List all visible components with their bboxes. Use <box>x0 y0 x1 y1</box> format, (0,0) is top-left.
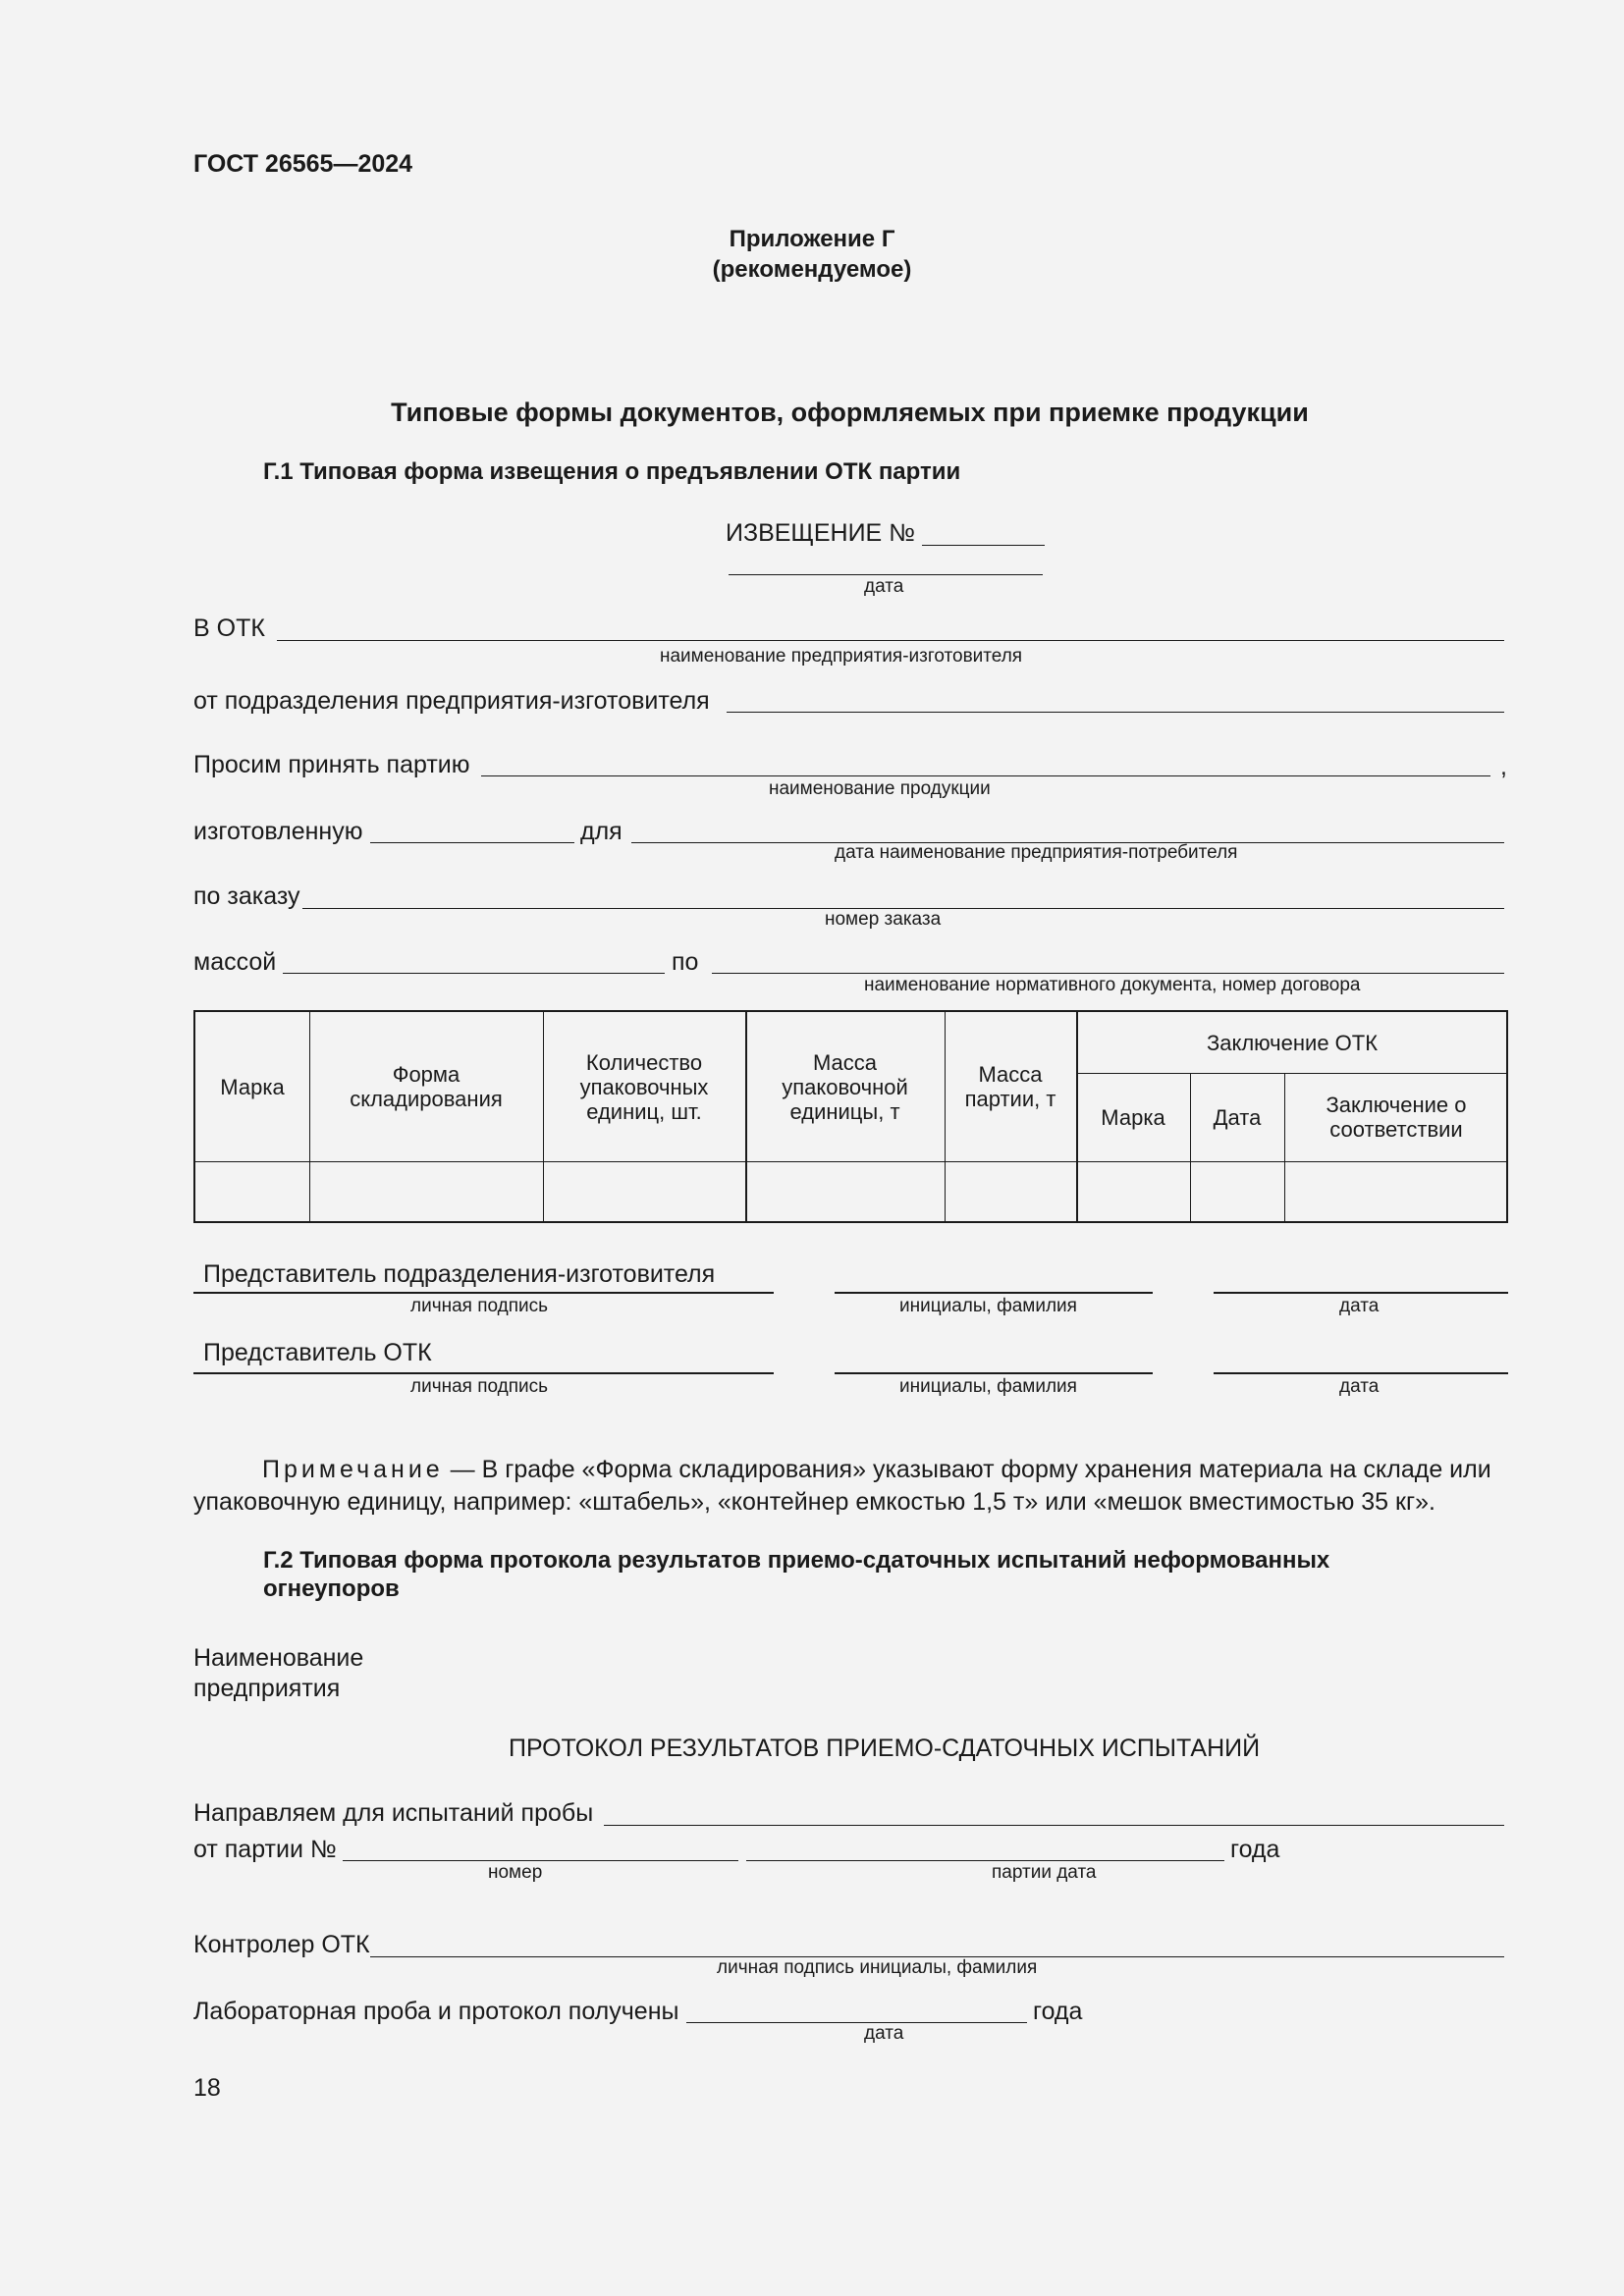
acceptance-table <box>193 1010 1508 1223</box>
col-header-unit-mass: Масса упаковочной единицы, т <box>782 1049 908 1124</box>
made-date-field[interactable] <box>370 842 574 843</box>
product-name-field[interactable] <box>481 775 1490 776</box>
from-division-label: от подразделения предприятия-изготовителя <box>193 687 710 715</box>
col-header-otk-mark: Марка <box>1101 1104 1165 1130</box>
table-cell[interactable] <box>1076 1161 1190 1222</box>
request-comma: , <box>1500 753 1507 780</box>
appendix-subtitle: (рекомендуемое) <box>712 256 912 283</box>
note-text-continued: упаковочную единицу, например: «штабель», «контейнер емкостью 1,5 т» или «мешок вместимостью 35 кг». <box>193 1488 1435 1516</box>
batch-number-caption: номер <box>488 1862 543 1883</box>
col-header-batch-mass: Масса партии, т <box>964 1062 1056 1111</box>
appendix-title: Приложение Г <box>729 226 895 252</box>
made-label: изготовленную <box>193 818 363 845</box>
to-otk-label: В ОТК <box>193 614 265 642</box>
page-number: 18 <box>193 2074 221 2102</box>
table-cell[interactable] <box>1284 1161 1508 1222</box>
signature-caption: личная подпись <box>410 1296 549 1316</box>
by-label: по <box>672 948 699 976</box>
signature-role: Представитель ОТК <box>203 1339 432 1366</box>
col-header-otk-conclusion: Заключение о соответствии <box>1326 1093 1467 1142</box>
mass-field[interactable] <box>283 973 665 974</box>
form2-heading: Г.2 Типовая форма протокола результатов приемо-сдаточных испытаний неформованных <box>263 1547 1330 1574</box>
col-header-otk-date: Дата <box>1213 1104 1262 1130</box>
form1-heading: Г.1 Типовая форма извещения о предъявлении ОТК партии <box>263 458 961 485</box>
order-label: по заказу <box>193 882 300 910</box>
signature-caption: личная подпись <box>410 1376 549 1397</box>
received-date-field[interactable] <box>686 2022 1027 2023</box>
received-year-label: года <box>1033 1998 1083 2025</box>
note-label: Примечание <box>262 1456 444 1483</box>
name-caption: инициалы, фамилия <box>899 1376 1077 1397</box>
product-name-caption: наименование продукции <box>769 778 991 799</box>
batch-label: от партии № <box>193 1836 337 1863</box>
send-sample-field[interactable] <box>604 1825 1504 1826</box>
notice-date-caption: дата <box>864 576 904 597</box>
date-caption: дата <box>1339 1376 1380 1397</box>
signature-role: Представитель подразделения-изготовителя <box>203 1260 716 1288</box>
notice-number-field[interactable] <box>922 545 1045 546</box>
send-sample-label: Направляем для испытаний пробы <box>193 1799 594 1827</box>
batch-number-field[interactable] <box>343 1860 738 1861</box>
notice-date-field[interactable] <box>729 574 1043 575</box>
org-name-label: Наименование <box>193 1644 364 1672</box>
year-label: года <box>1230 1836 1280 1863</box>
normative-doc-field[interactable] <box>712 973 1504 974</box>
col-header-mark: Марка <box>220 1074 285 1099</box>
date-field[interactable] <box>1214 1372 1508 1374</box>
org-name-label-continued: предприятия <box>193 1675 341 1702</box>
date-field[interactable] <box>1214 1292 1508 1294</box>
request-label: Просим принять партию <box>193 751 470 778</box>
section-title: Типовые формы документов, оформляемых при приемке продукции <box>391 398 1309 427</box>
batch-date-field[interactable] <box>746 1860 1224 1861</box>
protocol-title: ПРОТОКОЛ РЕЗУЛЬТАТОВ ПРИЕМО-СДАТОЧНЫХ ИСПЫТАНИЙ <box>509 1735 1261 1762</box>
col-header-otk: Заключение ОТК <box>1206 1030 1379 1055</box>
to-otk-field[interactable] <box>277 640 1504 641</box>
order-caption: номер заказа <box>825 909 942 930</box>
note-text: — В графе «Форма складирования» указывают форму хранения материала на складе или <box>443 1456 1491 1483</box>
table-cell[interactable] <box>945 1161 1076 1222</box>
mass-caption: наименование нормативного документа, номер договора <box>864 975 1361 995</box>
controller-caption: личная подпись инициалы, фамилия <box>717 1957 1038 1978</box>
name-caption: инициалы, фамилия <box>899 1296 1077 1316</box>
table-cell[interactable] <box>543 1161 745 1222</box>
table-cell[interactable] <box>195 1161 309 1222</box>
from-division-field[interactable] <box>727 712 1504 713</box>
mass-label: массой <box>193 948 277 976</box>
signature-field[interactable] <box>193 1372 774 1374</box>
name-field[interactable] <box>835 1372 1153 1374</box>
note <box>262 1455 1491 1484</box>
batch-date-caption: партии дата <box>992 1862 1097 1883</box>
table-cell[interactable] <box>745 1161 945 1222</box>
made-caption: дата наименование предприятия-потребителя <box>835 842 1238 863</box>
for-label: для <box>580 818 623 845</box>
received-date-caption: дата <box>864 2023 904 2044</box>
table-cell[interactable] <box>1190 1161 1284 1222</box>
signature-field[interactable] <box>193 1292 774 1294</box>
form2-heading-continued: огнеупоров <box>263 1575 400 1602</box>
controller-label: Контролер ОТК <box>193 1931 370 1958</box>
standard-number: ГОСТ 26565—2024 <box>193 150 413 178</box>
name-field[interactable] <box>835 1292 1153 1294</box>
table-cell[interactable] <box>309 1161 543 1222</box>
date-caption: дата <box>1339 1296 1380 1316</box>
col-header-quantity: Количество упаковочных единиц, шт. <box>579 1049 709 1124</box>
to-otk-caption: наименование предприятия-изготовителя <box>660 646 1023 667</box>
received-label: Лабораторная проба и протокол получены <box>193 1998 679 2025</box>
col-header-storage: Форма складирования <box>350 1062 503 1111</box>
notice-label: ИЗВЕЩЕНИЕ № <box>726 519 915 547</box>
